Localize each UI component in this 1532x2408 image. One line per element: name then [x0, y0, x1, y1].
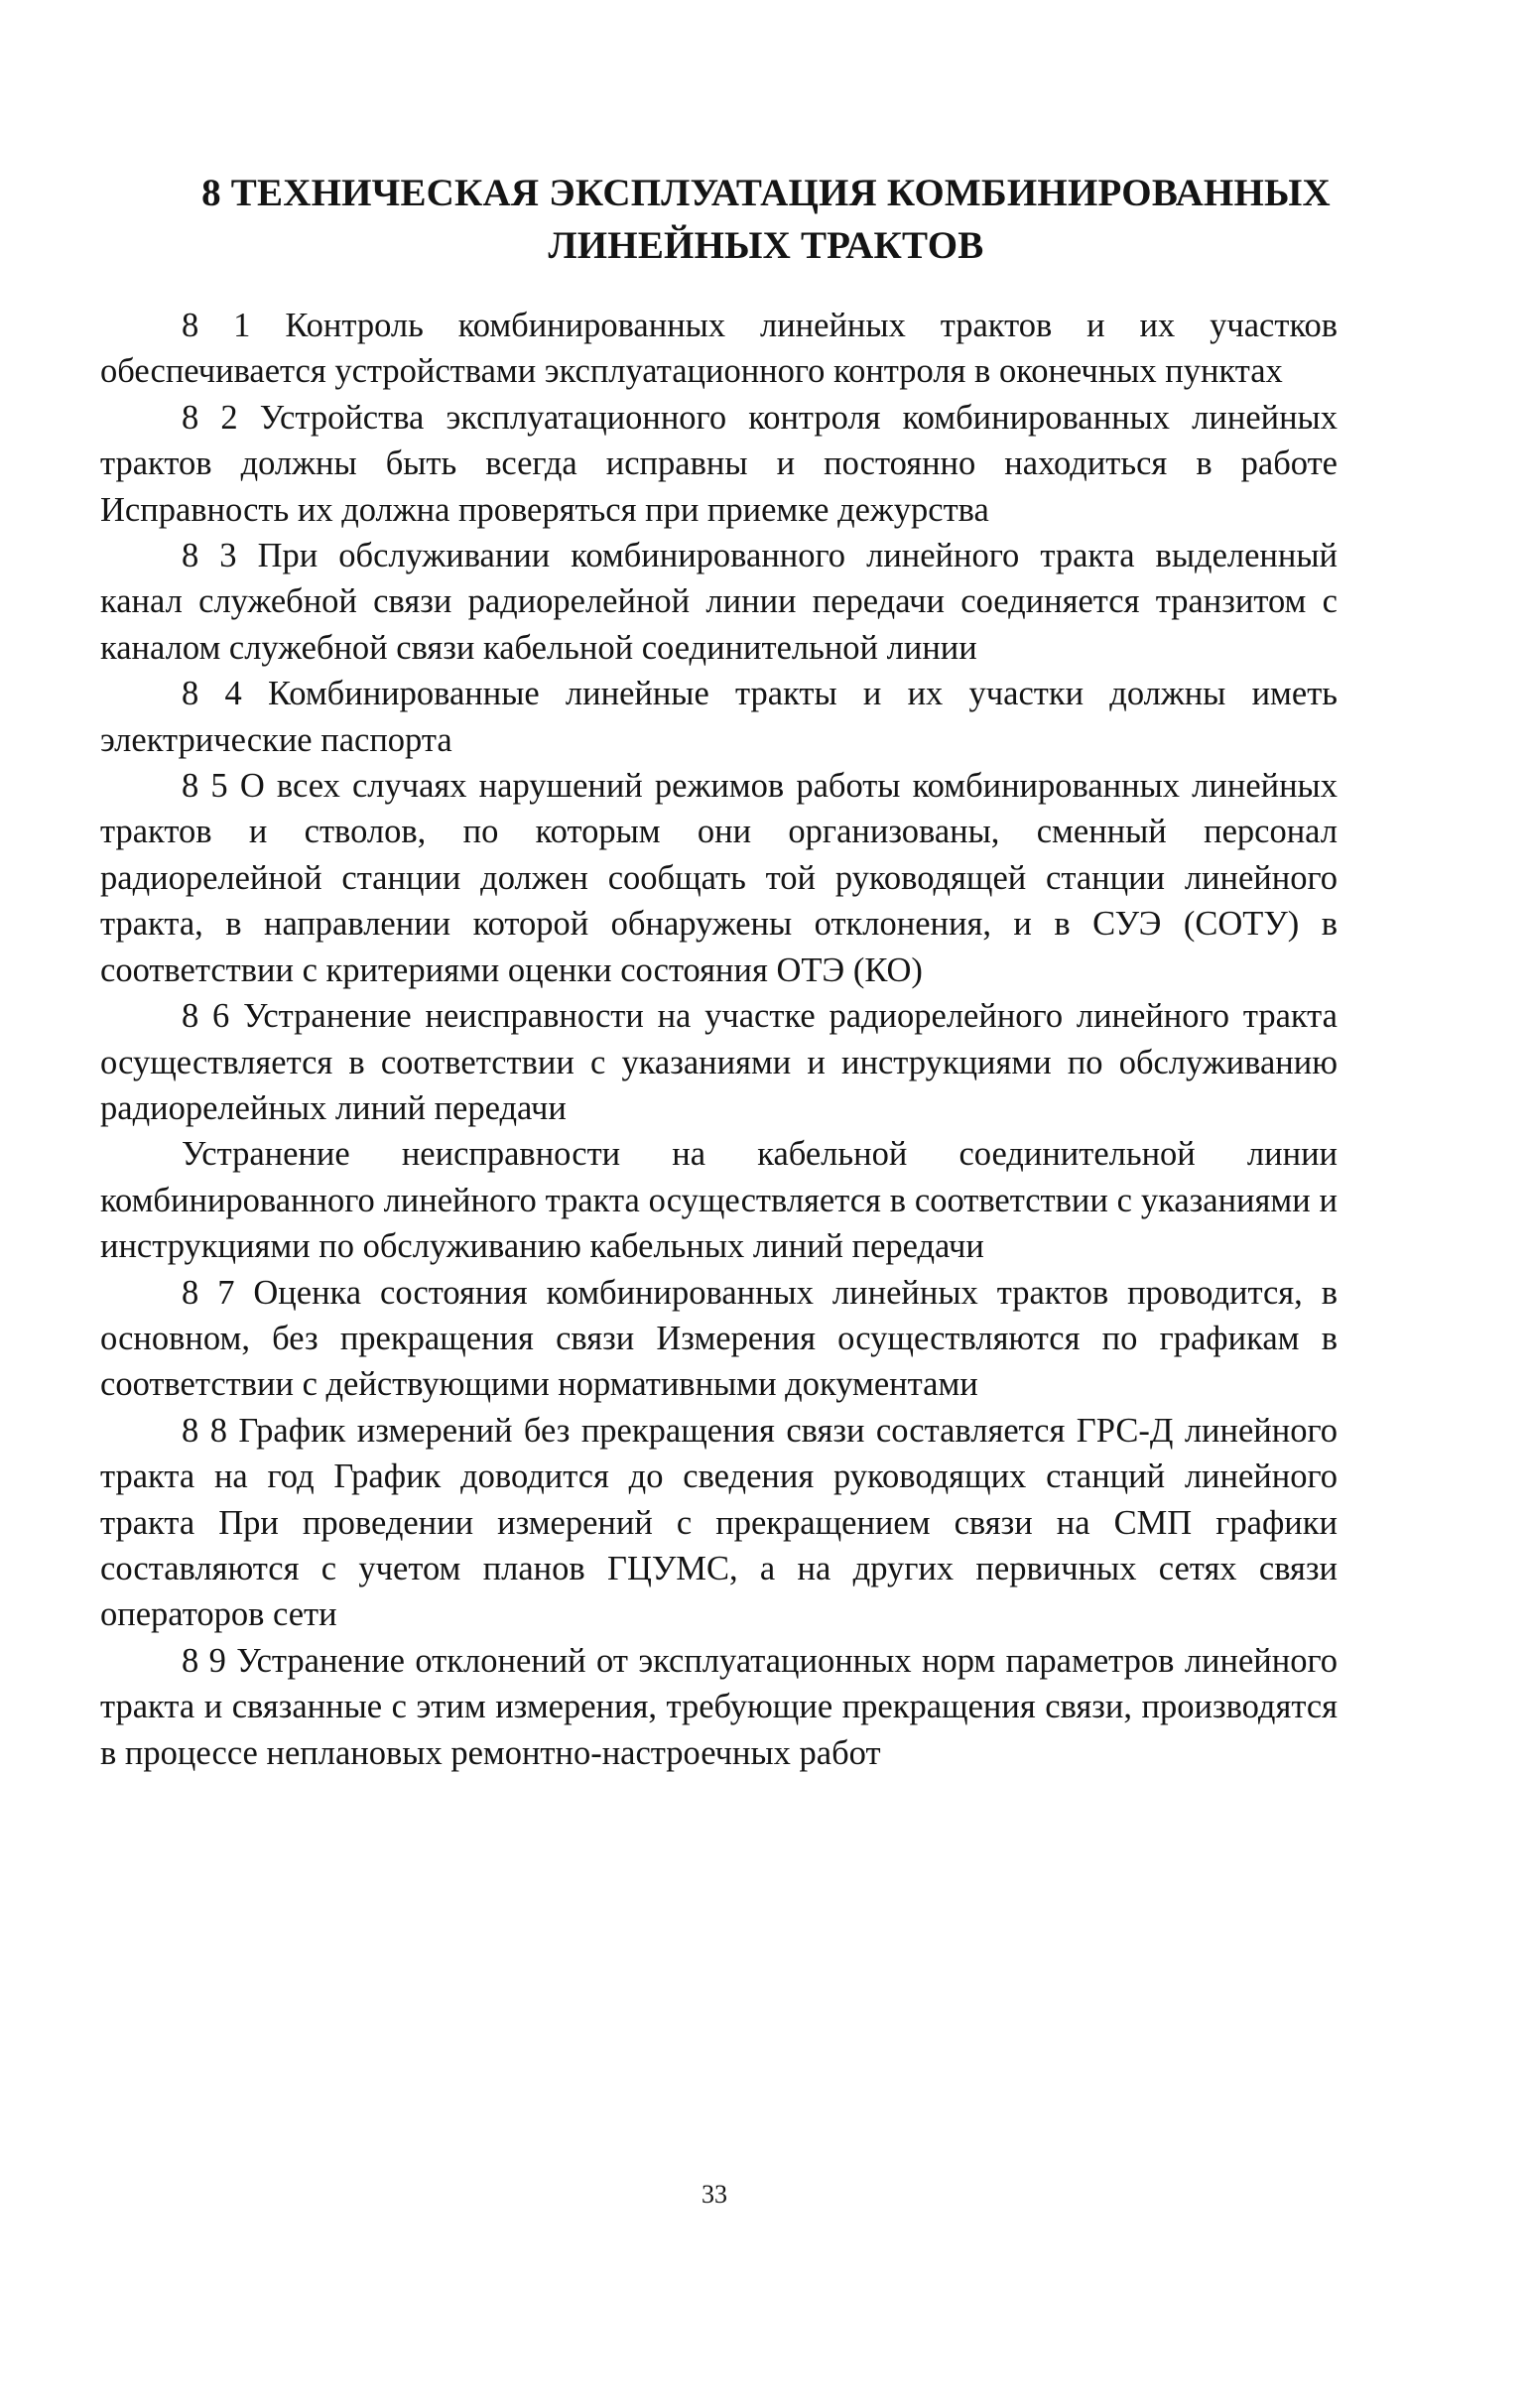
section-title-line-2: ЛИНЕЙНЫХ ТРАКТОВ: [548, 224, 984, 267]
section-title: [99, 167, 1433, 272]
paragraph-8-2: 8 2 Устройства эксплуатационного контроля комбинированных линейных трактов должны быть всегда исправны и постоянно находиться в работе Исправность их должна проверяться при приемке дежурства: [100, 398, 1338, 529]
section-title-line-1: 8 ТЕХНИЧЕСКАЯ ЭКСПЛУАТАЦИЯ КОМБИНИРОВАННЫХ: [201, 172, 1331, 214]
paragraph-8-4: 8 4 Комбинированные линейные тракты и их участки должны иметь электрические паспорта: [100, 675, 1338, 759]
paragraph-8-1: 8 1 Контроль комбинированных линейных трактов и их участков обеспечивается устройствами эксплуатационного контроля в оконечных пунктах: [100, 307, 1338, 391]
page-number: 33: [702, 2180, 727, 2209]
paragraph-8-9: 8 9 Устранение отклонений от эксплуатационных норм параметров линейного тракта и связанные с этим измерения, требующие прекращения связи, производятся в процессе неплановых ремонтно-настроечных работ: [100, 1641, 1338, 1772]
paragraph-8-3: 8 3 При обслуживании комбинированного линейного тракта выделенный канал служебной связи радиорелейной линии передачи соединяется транзитом с каналом служебной связи кабельной соединительной линии: [100, 537, 1338, 667]
paragraph-8-6: 8 6 Устранение неисправности на участке радиорелейного линейного тракта осуществляется в соответствии с указаниями и инструкциями по обслуживанию радиорелейных линий передачи: [100, 997, 1338, 1127]
section-body: [100, 303, 1338, 1776]
paragraph-8-8: 8 8 График измерений без прекращения связи составляется ГРС-Д линейного тракта на год График доводится до сведения руководящих станций линейного тракта При проведении измерений с прекращением связи на СМП графики составляются с учетом планов ГЦУМС, а на других первичных сетях связи операторов сети: [100, 1411, 1338, 1634]
paragraph-8-6-cont: Устранение неисправности на кабельной соединительной линии комбинированного линейного тракта осуществляется в соответствии с указаниями и инструкциями по обслуживанию кабельных линий передачи: [100, 1135, 1338, 1266]
paragraph-8-5: 8 5 О всех случаях нарушений режимов работы комбинированных линейных трактов и стволов, по которым они организованы, сменный персонал радиорелейной станции должен сообщать той руководящей станции линейного тракта, в направлении которой обнаружены отклонения, и в СУЭ (СОТУ) в соответствии с критериями оценки состояния ОТЭ (КО): [100, 767, 1338, 989]
paragraph-8-7: 8 7 Оценка состояния комбинированных линейных трактов проводится, в основном, без прекращения связи Измерения осуществляются по графикам в соответствии с действующими нормативными документами: [100, 1273, 1338, 1404]
